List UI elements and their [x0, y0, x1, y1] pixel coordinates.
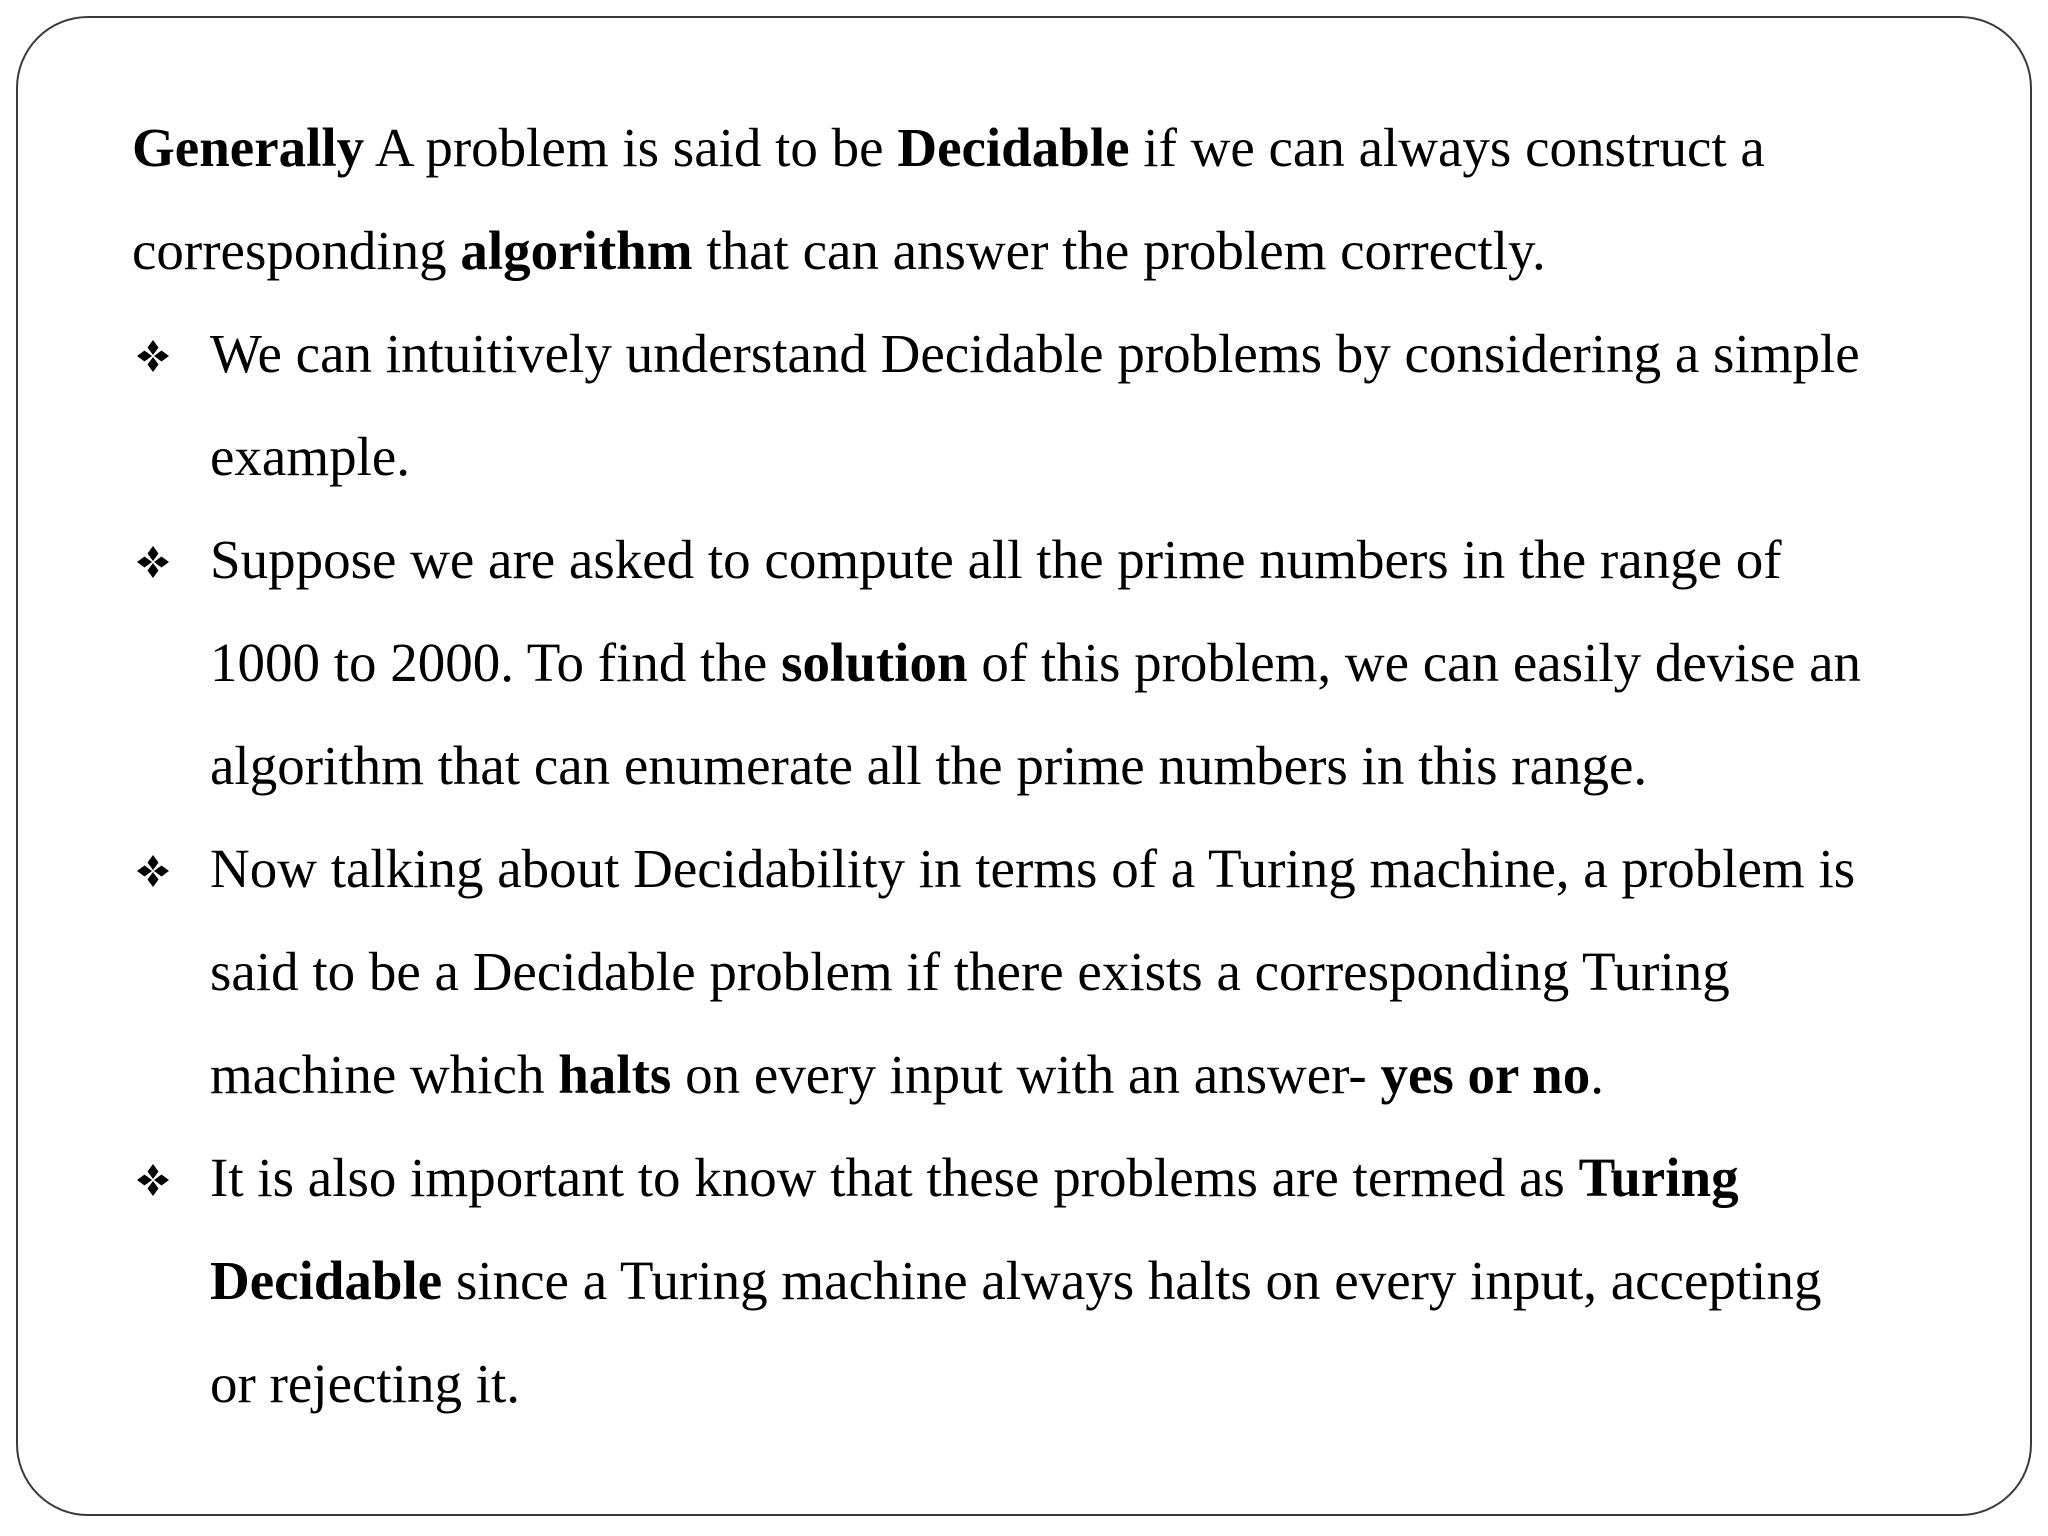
four-diamond-bullet-icon [136, 1163, 170, 1197]
bold-term: algorithm [460, 220, 693, 281]
list-item [132, 1126, 1932, 1435]
intro-line-1: Generally A problem is said to be Decidable if we can always construct a [132, 117, 1765, 178]
bullet-line: machine which halts on every input with an answer- yes or no. [210, 1044, 1605, 1105]
list-item [132, 302, 1932, 508]
bullet-line: said to be a Decidable problem if there exists a corresponding Turing [210, 941, 1730, 1002]
bold-term: Decidable [897, 117, 1130, 178]
bold-term: Decidable [210, 1250, 443, 1311]
bullet-line: We can intuitively understand Decidable problems by considering a simple [210, 323, 1860, 384]
bold-term: solution [781, 632, 968, 693]
bold-term: Generally [132, 117, 365, 178]
four-diamond-bullet-icon [136, 854, 170, 888]
bullet-line: Suppose we are asked to compute all the prime numbers in the range of [210, 529, 1782, 590]
bullet-list [132, 302, 1932, 1435]
bullet-line: Decidable since a Turing machine always halts on every input, accepting [210, 1250, 1822, 1311]
bold-term: Turing [1578, 1147, 1739, 1208]
bullet-line: or rejecting it. [210, 1353, 521, 1414]
bullet-line: It is also important to know that these problems are termed as Turing [210, 1147, 1739, 1208]
bullet-line: Now talking about Decidability in terms of a Turing machine, a problem is [210, 838, 1856, 899]
bullet-line: example. [210, 426, 411, 487]
bold-term: yes or no [1380, 1044, 1591, 1105]
slide-content [132, 96, 1932, 1435]
list-item [132, 817, 1932, 1126]
bold-term: halts [558, 1044, 672, 1105]
intro-paragraph [132, 96, 1932, 302]
bullet-line: 1000 to 2000. To find the solution of this problem, we can easily devise an [210, 632, 1862, 693]
intro-line-2: corresponding algorithm that can answer the problem correctly. [132, 220, 1546, 281]
four-diamond-bullet-icon [136, 339, 170, 373]
list-item [132, 508, 1932, 817]
bullet-line: algorithm that can enumerate all the prime numbers in this range. [210, 735, 1648, 796]
four-diamond-bullet-icon [136, 545, 170, 579]
